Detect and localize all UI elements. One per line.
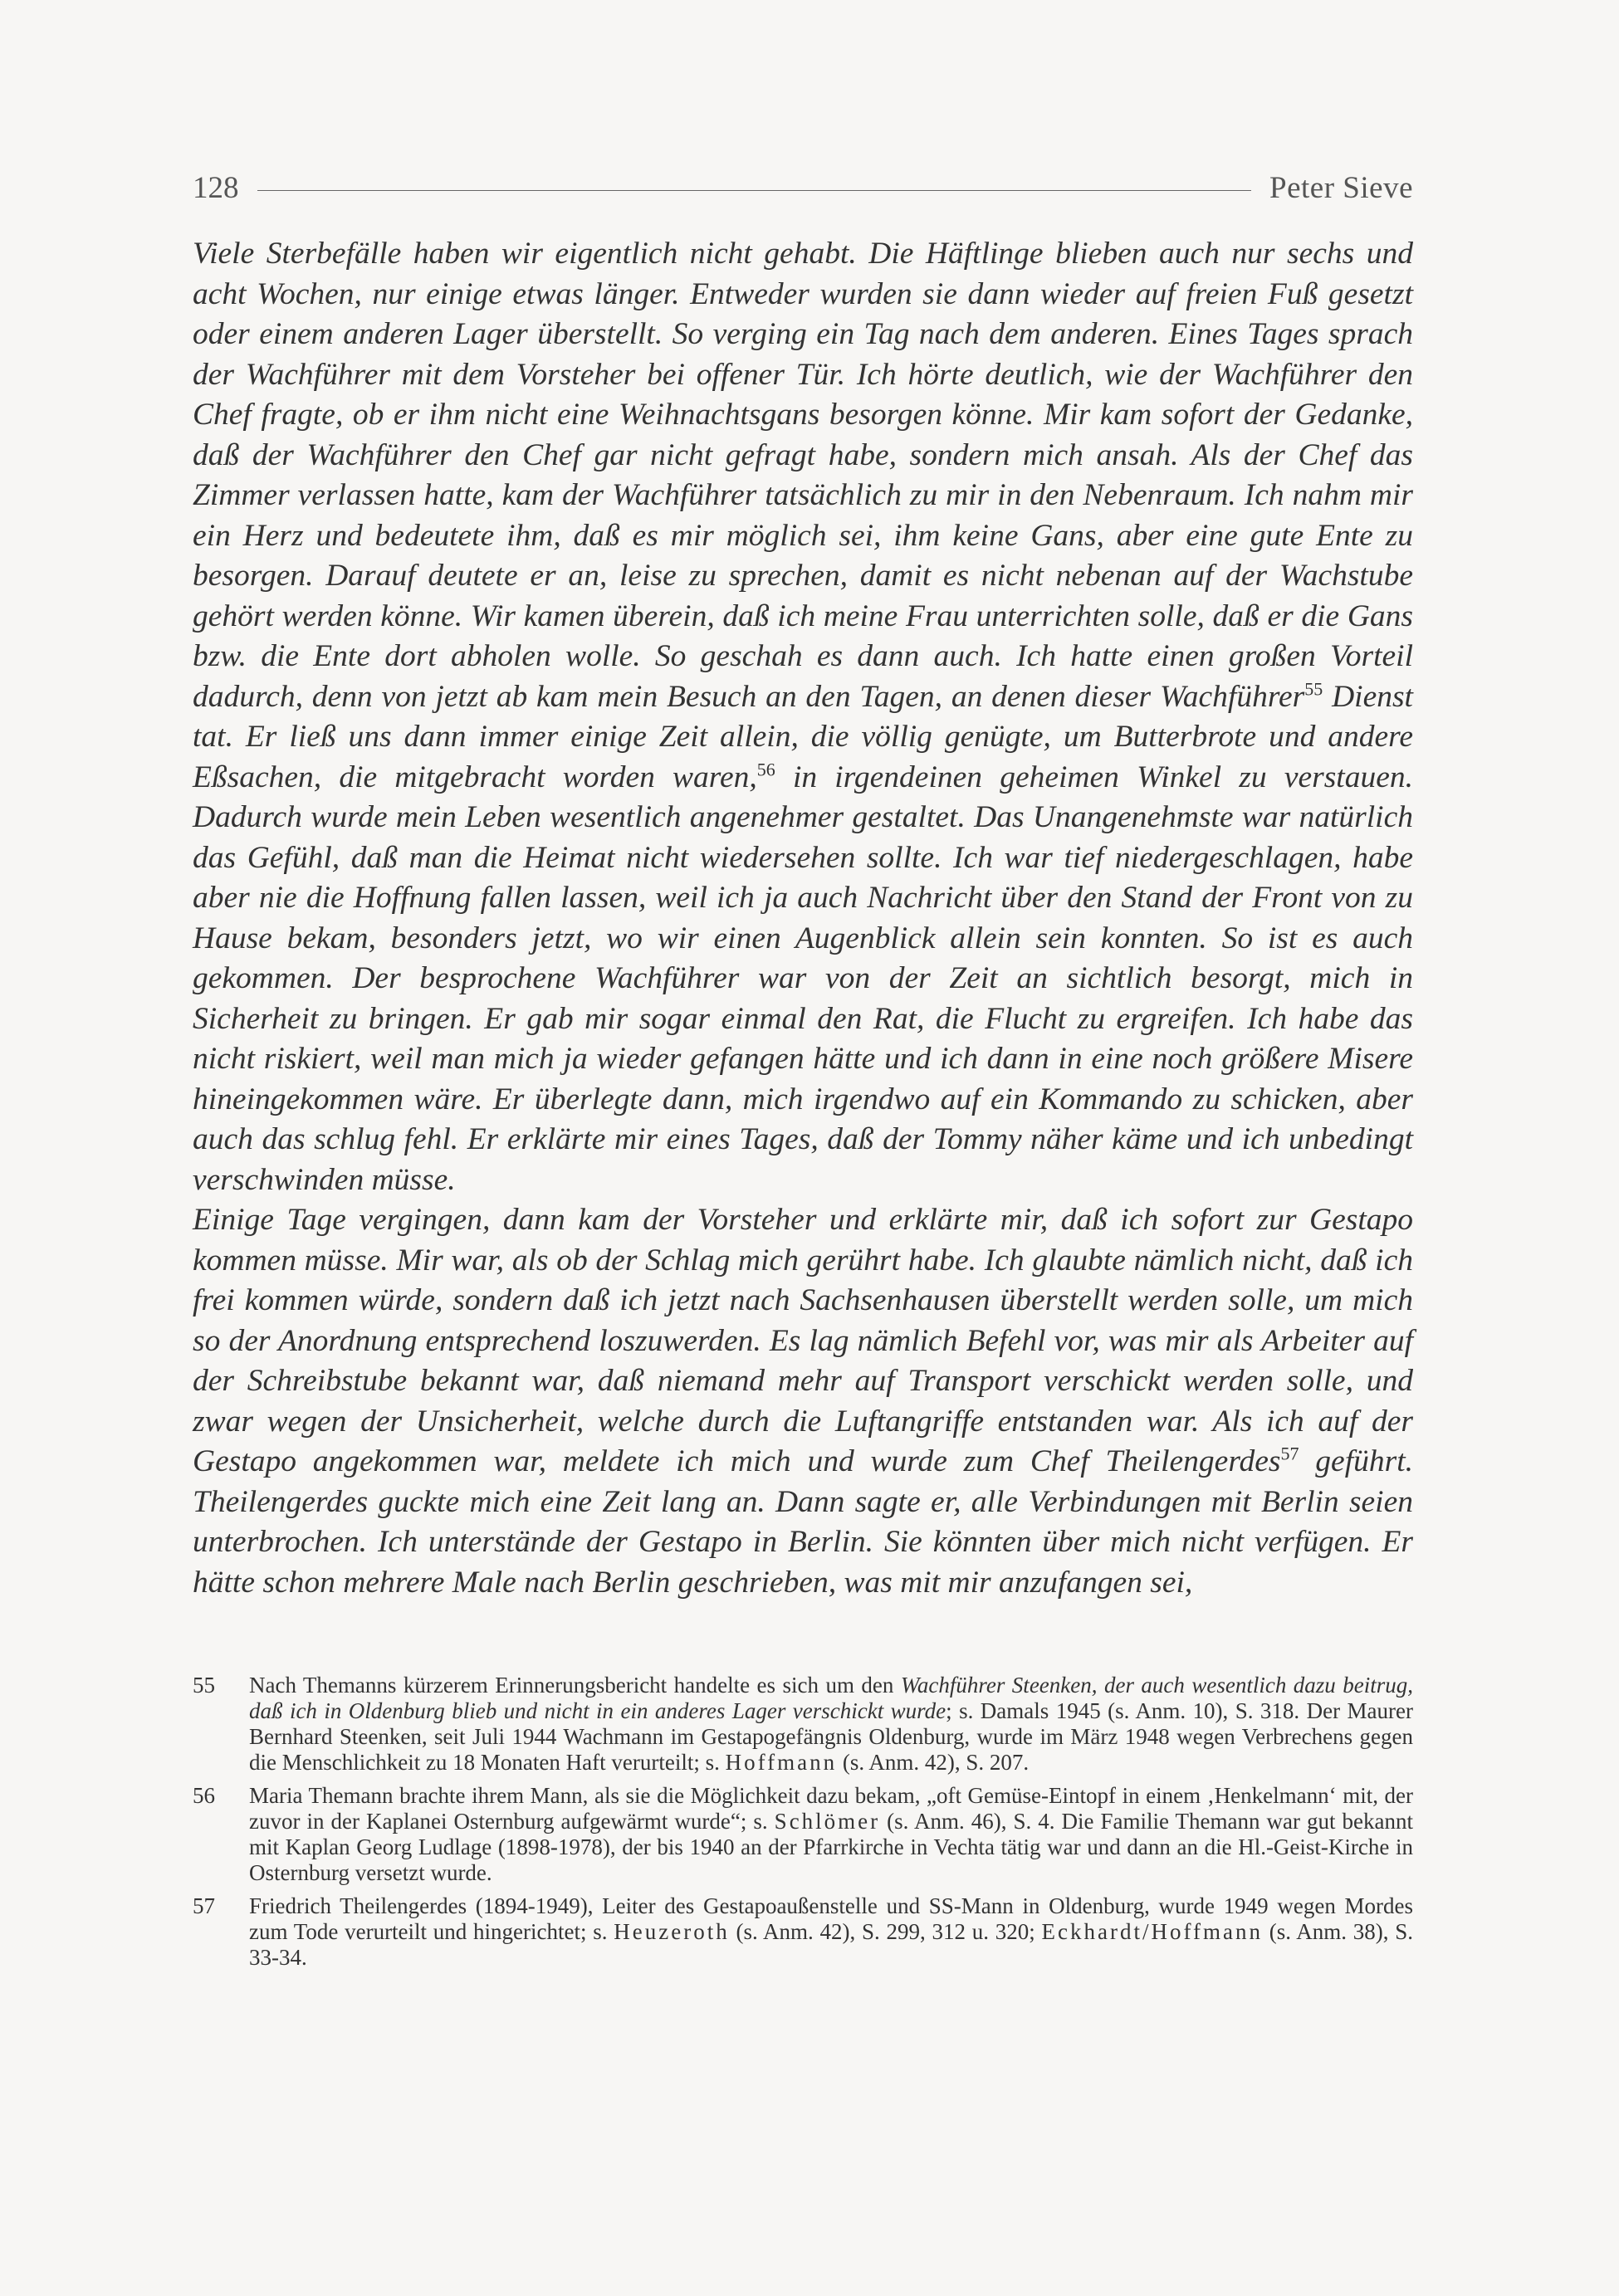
footnote-ref-55[interactable]: 55 bbox=[1304, 678, 1323, 699]
text-run: Einige Tage vergingen, dann kam der Vorsteher und erklärte mir, daß ich sofort zur Gestapo kommen müsse. Mir war, als ob der Schlag mich gerührt habe. Ich glaubte nämlich nicht, daß ich frei kommen würde, sondern daß ich jetzt nach Sachsenhausen überstellt werden solle, um mich so der Anordnung entsprechend loszuwerden. Es lag nämlich Befehl vor, was mir als Arbeiter auf der Schreibstube bekannt war, daß niemand mehr auf Transport verschickt werden solle, und zwar wegen der Unsicherheit, welche durch die Luftangriffe entstanden war. Als ich auf der Gestapo angekommen war, meldete ich mich und wurde zum Chef Theilengerdes bbox=[193, 1203, 1413, 1478]
footnote-number: 56 bbox=[193, 1783, 215, 1808]
footnotes bbox=[193, 1673, 1413, 1978]
footnote-55 bbox=[193, 1673, 1413, 1776]
text-run: (s. Anm. 42), S. 299, 312 u. 320; bbox=[729, 1919, 1042, 1944]
footnote-text bbox=[249, 1673, 1413, 1776]
footnote-text bbox=[249, 1783, 1413, 1886]
header-rule bbox=[257, 190, 1252, 191]
text-run: Friedrich Theilengerdes (1894-1949), Leiter des Gestapoaußenstelle und SS-Mann in Oldenburg, wurde 1949 wegen Mordes zum Tode verurteilt und hingerichtet; s. bbox=[249, 1893, 1413, 1944]
footnote-ref-57[interactable]: 57 bbox=[1280, 1443, 1299, 1464]
text-run: (s. Anm. 42), S. 207. bbox=[837, 1750, 1030, 1775]
author-name: Eckhardt/Hoffmann bbox=[1041, 1919, 1263, 1944]
main-text bbox=[193, 234, 1413, 1603]
text-run: Viele Sterbefälle haben wir eigentlich nicht gehabt. Die Häftlinge blieben auch nur sechs und acht Wochen, nur einige etwas länger. Entweder wurden sie dann wieder auf freien Fuß gesetzt oder einem anderen Lager überstellt. So verging ein Tag nach dem anderen. Eines Tages sprach der Wachführer mit dem Vorsteher bei offener Tür. Ich hörte deutlich, wie der Wachführer den Chef fragte, ob er ihm nicht eine Weihnachtsgans besorgen könne. Mir kam sofort der Gedanke, daß der Wachführer den Chef gar nicht gefragt habe, sondern mich ansah. Als der Chef das Zimmer verlassen hatte, kam der Wachführer tatsächlich zu mir in den Nebenraum. Ich nahm mir ein Herz und bedeutete ihm, daß es mir möglich sei, ihm keine Gans, aber eine gute Ente zu besorgen. Darauf deutete er an, leise zu sprechen, damit es nicht nebenan auf der Wachstube gehört werden könne. Wir kamen überein, daß ich meine Frau unterrichten solle, daß er die Gans bzw. die Ente dort abholen wolle. So geschah es dann auch. Ich hatte einen großen Vorteil dadurch, denn von jetzt ab kam mein Besuch an den Tagen, an denen dieser Wachführer bbox=[193, 237, 1413, 714]
running-head bbox=[193, 163, 1413, 213]
text-run: Nach Themanns kürzerem Erinnerungsbericht handelte es sich um den bbox=[249, 1673, 901, 1698]
author-name: Hoffmann bbox=[725, 1750, 838, 1775]
text-run: (s. Anm. 38), S. 33-34. bbox=[249, 1919, 1413, 1970]
text-run: Maria Themann brachte ihrem Mann, als sie die Möglichkeit dazu bekam, „oft Gemüse-Eintopf in einem ‚Henkelmann‘ mit, der zuvor in der Kaplanei Osternburg aufgewärmt wurde“; s. bbox=[249, 1783, 1413, 1834]
paragraph-1 bbox=[193, 234, 1413, 1200]
text-run: geführt. Theilengerdes guckte mich eine Zeit lang an. Dann sagte er, alle Verbindungen mit Berlin seien unterbrochen. Ich unterstände der Gestapo in Berlin. Sie könnten über mich nicht verfügen. Er hätte schon mehrere Male nach Berlin geschrieben, was mit mir anzufangen sei, bbox=[193, 1444, 1414, 1600]
page-number: 128 bbox=[193, 170, 239, 205]
footnote-ref-56[interactable]: 56 bbox=[756, 759, 775, 779]
text-run: in irgendeinen geheimen Winkel zu verstauen. Dadurch wurde mein Leben wesentlich angenehmer gestaltet. Das Unangenehmste war natürlich das Gefühl, daß man die Heimat nicht wiedersehen sollte. Ich war tief niedergeschlagen, habe aber nie die Hoffnung fallen lassen, weil ich ja auch Nachricht über den Stand der Front von zu Hause bekam, besonders jetzt, wo wir einen Augenblick allein sein konnten. So ist es auch gekommen. Der besprochene Wachführer war von der Zeit an sichtlich besorgt, mich in Sicherheit zu bringen. Er gab mir sogar einmal den Rat, die Flucht zu ergreifen. Ich habe das nicht riskiert, weil man mich ja wieder gefangen hätte und ich dann in eine noch größere Misere hineingekommen wäre. Er überlegte dann, mich irgendwo auf ein Kommando zu schicken, aber auch das schlug fehl. Er erklärte mir eines Tages, daß der Tommy näher käme und ich unbedingt verschwinden müsse. bbox=[193, 760, 1413, 1197]
paragraph-2 bbox=[193, 1200, 1413, 1603]
text-run: Dienst tat. Er ließ uns dann immer einige Zeit allein, die völlig genügte, um Butterbrote und andere Eßsachen, die mitgebracht worden waren, bbox=[193, 679, 1413, 794]
footnote-text bbox=[249, 1893, 1413, 1971]
footnote-56 bbox=[193, 1783, 1413, 1886]
author-name: Schlömer bbox=[774, 1809, 881, 1834]
running-head-author: Peter Sieve bbox=[1269, 170, 1413, 205]
text-run: ; s. Damals 1945 (s. Anm. 10), S. 318. Der Maurer Bernhard Steenken, seit Juli 1944 Wachmann im Gestapogefängnis Oldenburg, wurde im März 1948 wegen Verbrechens gegen die Menschlichkeit zu 18 Monaten Haft verurteilt; s. bbox=[249, 1698, 1413, 1775]
text-run: (s. Anm. 46), S. 4. Die Familie Themann war gut bekannt mit Kaplan Georg Ludlage (1898-1978), der bis 1940 an der Pfarrkirche in Vechta tätig war und dann an die Hl.-Geist-Kirche in Osternburg versetzt wurde. bbox=[249, 1809, 1413, 1885]
quoted-text: Wachführer Steenken, der auch wesentlich dazu beitrug, daß ich in Oldenburg blieb und nicht in ein anderes Lager verschickt wurde bbox=[249, 1673, 1413, 1723]
author-name: Heuzeroth bbox=[614, 1919, 730, 1944]
footnote-number: 55 bbox=[193, 1673, 215, 1698]
footnote-number: 57 bbox=[193, 1893, 215, 1918]
footnote-57 bbox=[193, 1893, 1413, 1971]
